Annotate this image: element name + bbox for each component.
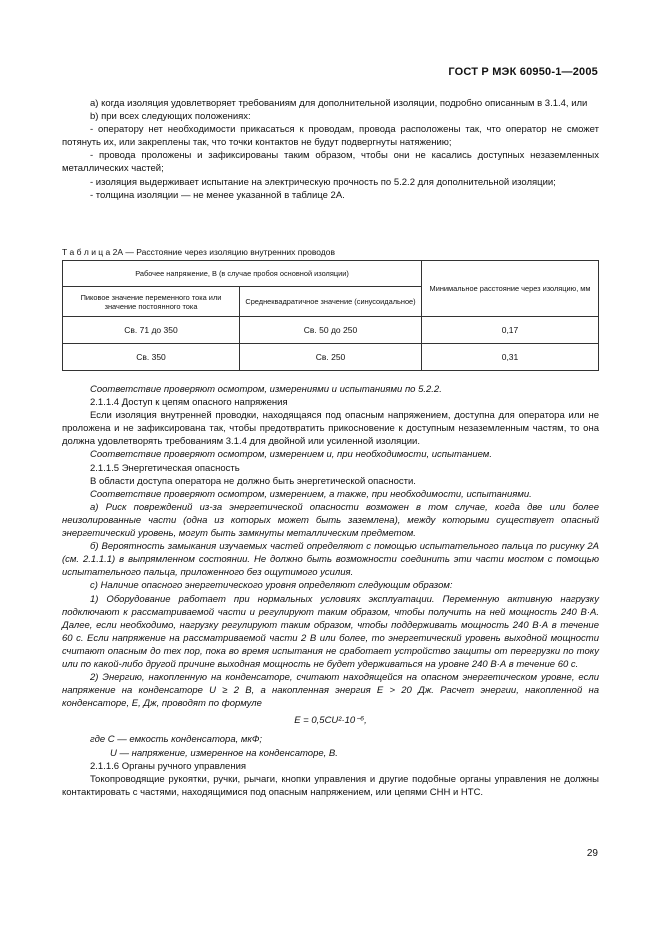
insulation-table: [62, 260, 599, 371]
rms-cell: Св. 50 до 250: [240, 317, 422, 344]
paragraph: - оператору нет необходимости прикасаться к проводам, провода расположены так, что оператор не сможет потянуть их, или закреплены так, что точки контактов не будут подвергнуты натяжению;: [62, 124, 599, 149]
paragraph: б) Вероятность замыкания изучаемых частей определяют с помощью испытательного пальца по рисунку 2А (см. 2.1.1.1) в выпрямленном состоянии. Не должно быть возможности соединить эти части мостом с помощью испытательного пальца, приложенного без ощутимого усилия.: [62, 541, 599, 579]
min-distance-header-cell: Минимальное расстояние через изоляцию, мм: [422, 261, 599, 317]
paragraph: b) при всех следующих положениях:: [90, 111, 251, 123]
paragraph: Соответствие проверяют осмотром, измерением и, при необходимости, испытанием.: [90, 449, 492, 461]
section-heading: 2.1.1.4 Доступ к цепям опасного напряжения: [90, 397, 288, 409]
rms-cell: Св. 250: [240, 344, 422, 371]
paragraph: Соответствие проверяют осмотром, измерениями и испытаниями по 5.2.2.: [90, 384, 442, 395]
paragraph: а) когда изоляция удовлетворяет требованиям для дополнительной изоляции, подробно описанным в 3.1.4, или: [90, 98, 588, 109]
paragraph: 2) Энергию, накопленную на конденсаторе, считают находящейся на опасном энергетическом уровне, если напряжение на конденсаторе U ≥ 2 В, а накопленная энергия Е > 20 Дж. Расчет энергии, накопленной на конденсаторе, Е, Дж, проводят по формуле: [62, 672, 599, 710]
paragraph: где С — емкость конденсатора, мкФ;: [90, 734, 263, 746]
section-heading: 2.1.1.6 Органы ручного управления: [90, 760, 247, 772]
min-cell: 0,17: [422, 317, 599, 344]
peak-header-cell: Пиковое значение переменного тока или значение постоянного тока: [63, 287, 240, 317]
peak-cell: Св. 350: [63, 344, 240, 371]
paragraph: 1) Оборудование работает при нормальных условиях эксплуатации. Переменную активную нагрузку подключают к рассматриваемой части и регулируют таким образом, чтобы получить на ней мощность 240 В·А. Далее, если необходимо, нагрузку регулируют таким образом, чтобы поддерживать мощность 240 В·А в течение 60 с. Если напряжение на рассматриваемой части 2 В или более, то энергетический уровень выходной мощности считают опасным до тех пор, пока во время испытания не сработает устройство защиты от перегрузки по току или по какой-либо другой причине выходная мощность не будет удерживаться на уровне 240 В·А в течение 60 с.: [62, 593, 599, 670]
peak-cell: Св. 71 до 350: [63, 317, 240, 344]
page-number: 29: [586, 848, 598, 859]
top-text-block: [62, 97, 599, 202]
paragraph: Если изоляция внутренней проводки, находящаяся под опасным напряжением, доступна для оператора или не проложена и не зафиксирована так, чтобы предотвратить прикосновение к доступным незаземленным частям, то она должна удовлетворять требованиям 3.1.4 для двойной или усиленной изоляции.: [62, 410, 599, 448]
table-caption: Т а б л и ц а 2А — Расстояние через изоляцию внутренних проводов: [62, 247, 335, 257]
min-cell: 0,31: [422, 344, 599, 371]
paragraph: - изоляция выдерживает испытание на электрическую прочность по 5.2.2 для дополнительной изоляции;: [90, 176, 556, 188]
paragraph: - провода проложены и зафиксированы таким образом, чтобы они не касались доступных незаземленных металлических частей;: [62, 150, 599, 175]
paragraph: с) Наличие опасного энергетического уровня определяют следующим образом:: [90, 580, 453, 592]
table-row: [63, 344, 599, 371]
paragraph: U — напряжение, измеренное на конденсаторе, В.: [110, 747, 338, 759]
group-header-cell: Рабочее напряжение, В (в случае пробоя основной изоляции): [63, 261, 422, 287]
energy-formula: E = 0,5CU²·10⁻⁶,: [294, 715, 367, 727]
paragraph: В области доступа оператора не должно быть энергетической опасности.: [90, 475, 416, 487]
document-code-header: ГОСТ Р МЭК 60950-1—2005: [448, 66, 598, 78]
table-row: [63, 317, 599, 344]
paragraph: Соответствие проверяют осмотром, измерением, а также, при необходимости, испытаниями.: [90, 488, 532, 500]
rms-header-cell: Среднеквадратичное значение (синусоидальное): [240, 287, 422, 317]
paragraph: - толщина изоляции — не менее указанной в таблице 2А.: [90, 189, 345, 201]
section-heading: 2.1.1.5 Энергетическая опасность: [90, 462, 240, 474]
paragraph: а) Риск повреждений из-за энергетической опасности возможен в том случае, когда две или более неизолированные части (одна из которых может быть заземлена), между которыми существует опасный энергетический уровень, могут быть замкнуты металлическим предметом.: [62, 501, 599, 540]
main-text-block: [62, 383, 599, 799]
paragraph: Токопроводящие рукоятки, ручки, рычаги, кнопки управления и другие подобные органы управления не должны контактировать с частями, находящимися под опасным напряжением, или цепями СНН и НТС.: [62, 773, 599, 798]
